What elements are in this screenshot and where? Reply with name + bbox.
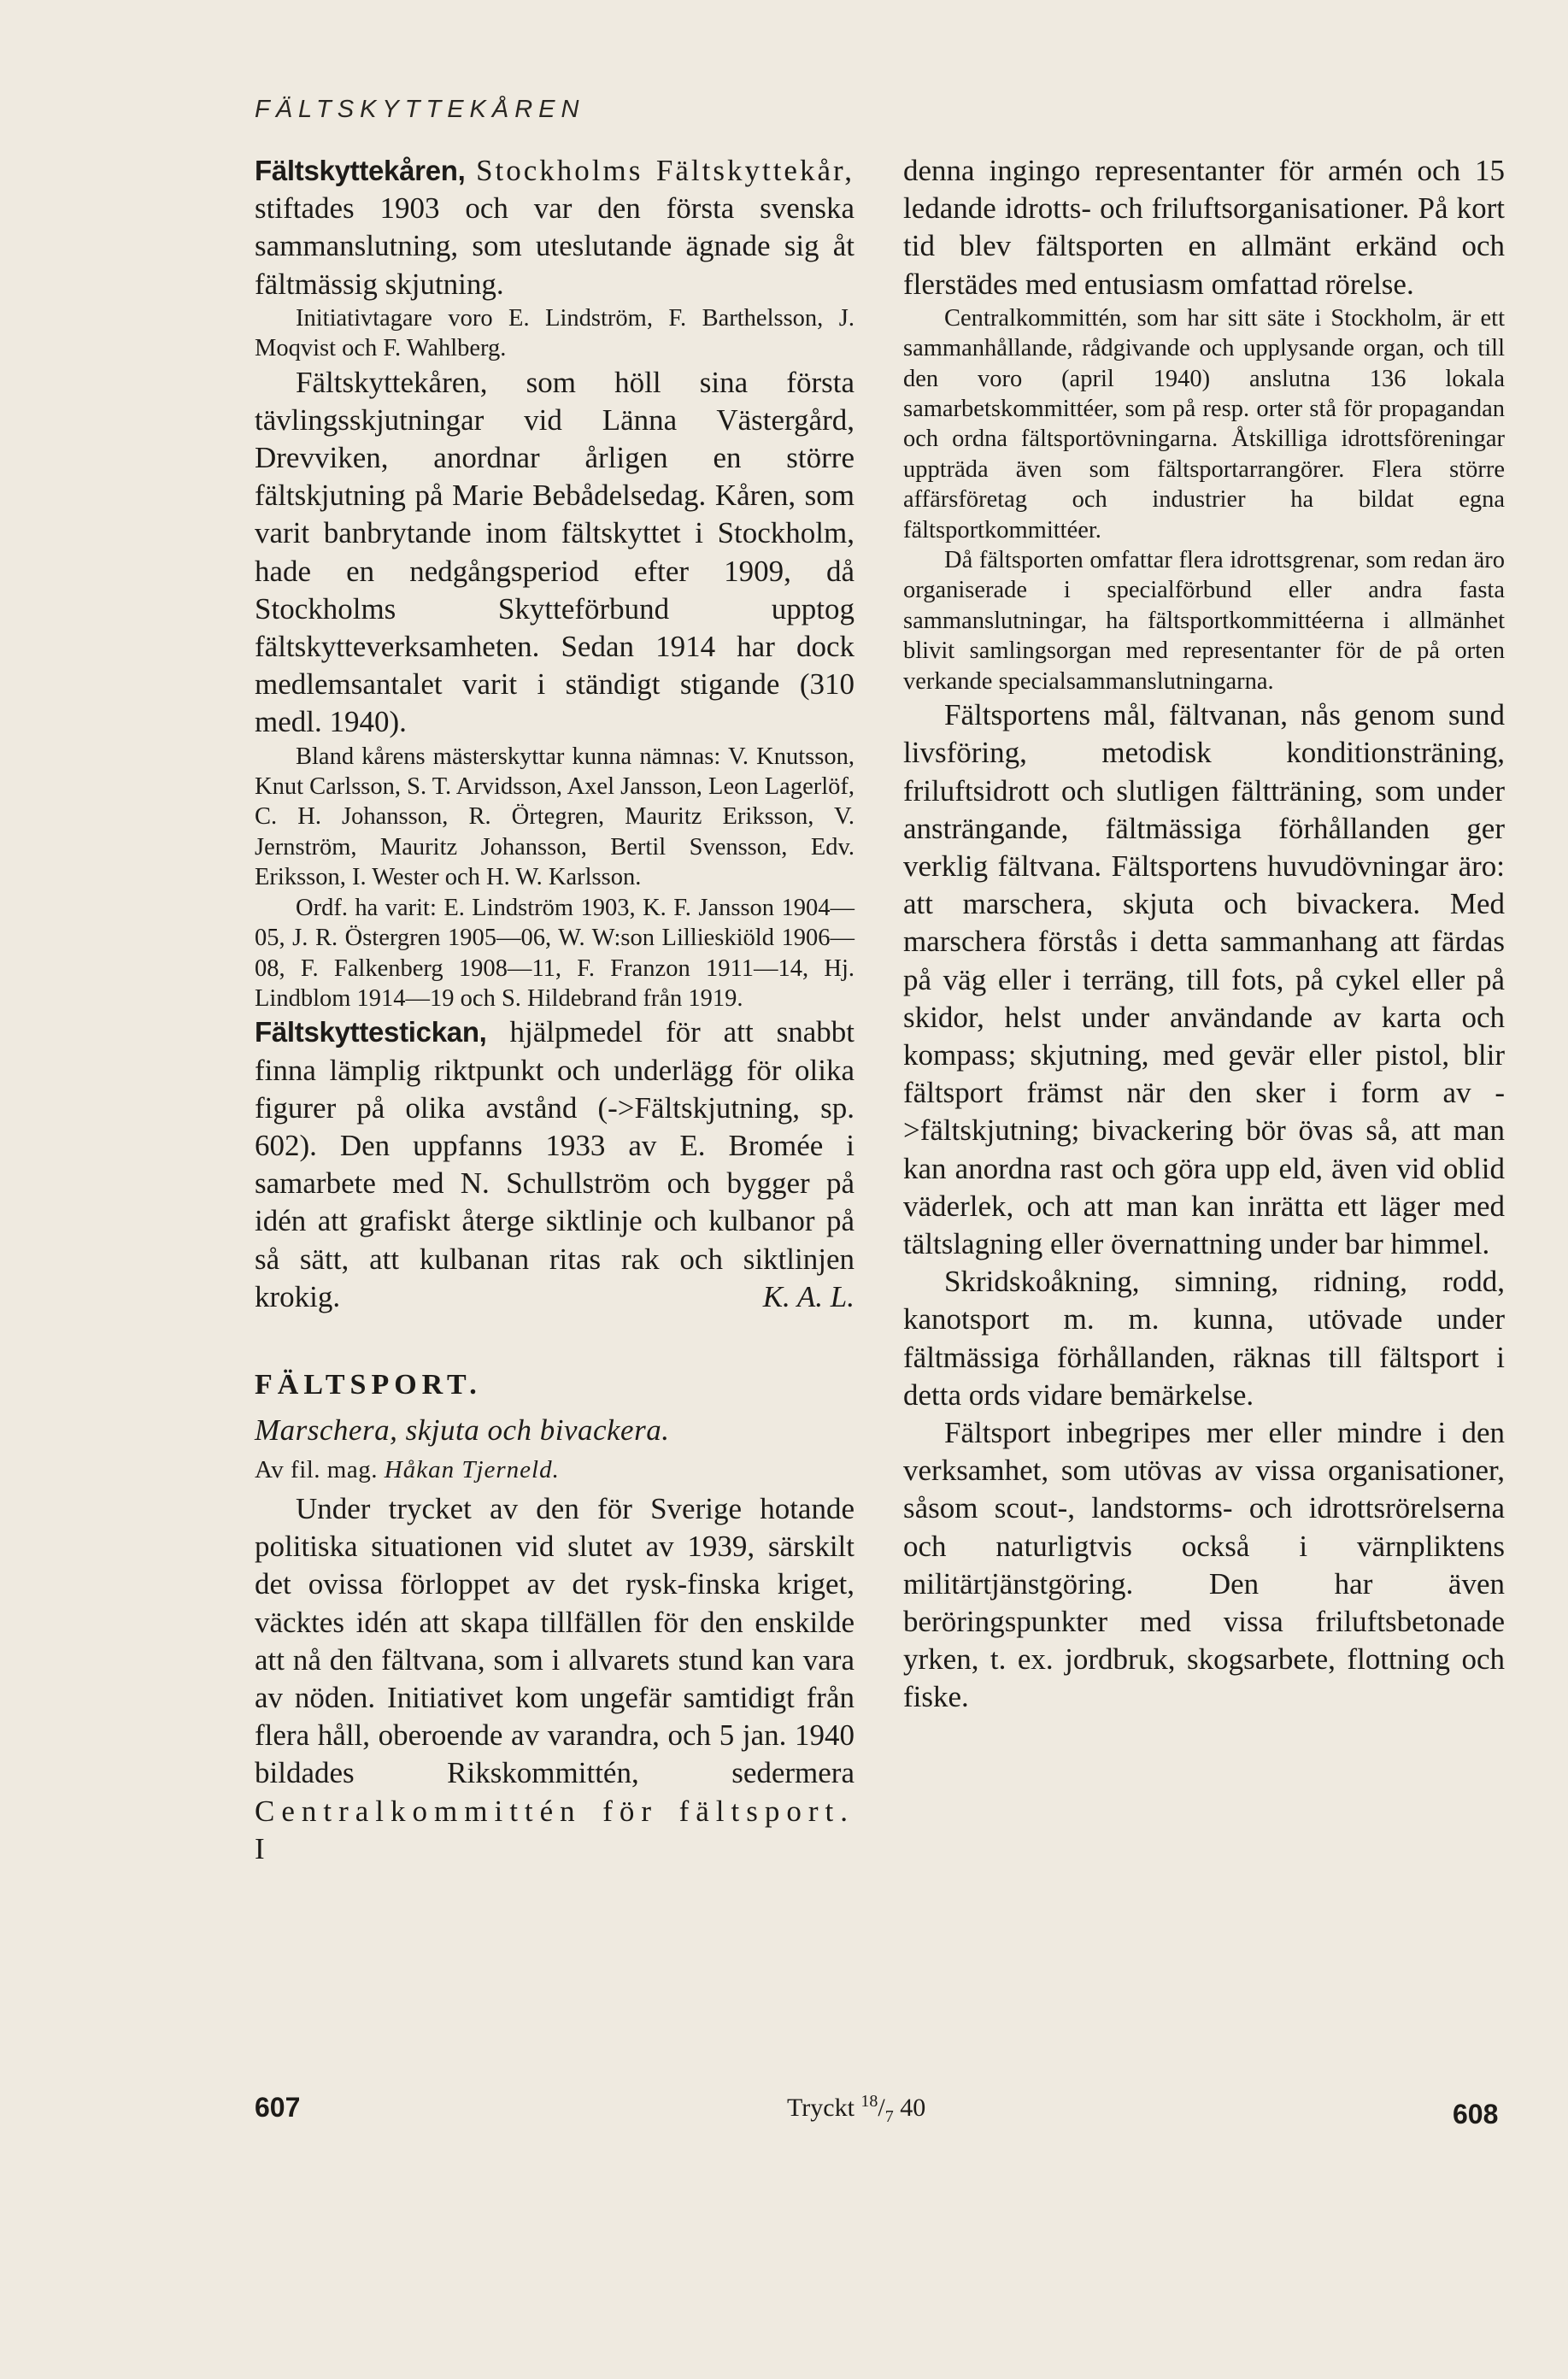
paragraph-specialforbund: Då fältsporten omfattar flera idrottsgrenar, som redan äro organiserade i specialförbund eller andra fasta sammanslutningar, ha fältsportkommittéerna i allmänhet blivit samlingsorgan med representanter för de på orten verkande specialsammanslutningarna.	[903, 547, 1505, 695]
left-column	[255, 152, 854, 1868]
right-column	[903, 152, 1505, 1717]
paragraph-mal: Fältsportens mål, fältvanan, nås genom sund livsföring, metodisk konditionsträning, friluftsidrott och slutligen fältträning, som under ansträngande, fältmässiga förhållanden ger verklig fältvana. Fältsportens huvudövningar äro: att marschera, skjuta och bivackera. Med marschera förstås i detta sammanhang att färdas på väg eller i terräng, till fots, på cykel eller på skidor, helst under användande av karta och kompass; skjutning, med gevär eller pistol, blir fältsport främst när den sker i form av ->fältskjutning; bivackering bör övas så, att man kan anordna rast och göra upp eld, även vid oblid väderlek, och att man kan inrätta ett läger med tältslagning eller övernattning under bar himmel.	[903, 698, 1505, 1260]
paragraph-organisationer: Fältsport inbegripes mer eller mindre i den verksamhet, som utövas av vissa organisationer, såsom scout-, landstorms- och idrottsrörelserna och naturligtvis också i värnpliktens militärtjänstgöring. Den har även beröringspunkter med vissa friluftsbetonade yrken, t. ex. jordbruk, skogsarbete, flottning och fiske.	[903, 1415, 1505, 1714]
paragraph-chairmen: Ordf. ha varit: E. Lindström 1903, K. F. Jansson 1904—05, J. R. Östergren 1905—06, W. W:son Lillieskiöld 1906—08, F. Falkenberg 1908—11, F. Franzon 1911—14, Hj. Lindblom 1914—19 och S. Hildebrand från 1919.	[255, 894, 854, 1012]
spaced-name: Centralkommittén för fältsport.	[255, 1794, 854, 1828]
paragraph-faltsport-intro	[255, 1490, 854, 1868]
author-prefix: Av fil. mag.	[255, 1455, 378, 1483]
entry-faltskyttekaren	[255, 152, 854, 303]
print-year: 40	[900, 2094, 926, 2122]
paragraph-champions: Bland kårens mästerskyttar kunna nämnas: V. Knutsson, Knut Carlsson, S. T. Arvidsson, Axel Jansson, Leon Lagerlöf, C. H. Johansson, R. Örtegren, Mauritz Eriksson, V. Jernström, Mauritz Johansson, Bertil Svensson, Edv. Eriksson, I. Wester och H. W. Karlsson.	[255, 743, 854, 891]
paragraph-text-end: I	[255, 1831, 265, 1865]
entry-text: stiftades 1903 och var den första svenska sammanslutning, som uteslutande ägnade sig åt fältmässig skjutning.	[255, 191, 854, 301]
paragraph-continuation: denna ingingo representanter för armén och 15 ledande idrotts- och friluftsorganisationer. På kort tid blev fältsporten en allmänt erkänd och flerstädes med entusiasm omfattad rörelse.	[903, 154, 1505, 301]
paragraph-skridsko: Skridskoåkning, simning, ridning, rodd, kanotsport m. m. kunna, utövade under fältmässiga förhållanden, räknas till fältsport i detta ords vidare bemärkelse.	[903, 1265, 1505, 1412]
print-month: 7	[884, 2107, 894, 2126]
print-date: Tryckt $^{18}/_7$ 40	[787, 2092, 926, 2126]
paragraph-initiators: Initiativtagare voro E. Lindström, F. Barthelsson, J. Moqvist och F. Wahlberg.	[255, 304, 854, 362]
print-day: 18	[860, 2092, 878, 2111]
section-title: FÄLTSPORT.	[255, 1368, 482, 1401]
spaced-name: Stockholms Fältskyttekår,	[476, 154, 855, 187]
paragraph-history: Fältskyttekåren, som höll sina första tävlingsskjutningar vid Länna Västergård, Drevviken, anordnar årligen en större fältskjutning på Marie Bebådelsedag. Kåren, som varit banbrytande inom fältskyttet i Stockholm, hade en nedgångsperiod efter 1909, då Stockholms Skytteförbund upptog fältskytteverksamheten. Sedan 1914 har dock medlemsantalet varit i ständigt stigande (310 medl. 1940).	[255, 365, 854, 739]
page-number-right: 608	[1453, 2099, 1499, 2129]
page-number-left: 607	[255, 2092, 301, 2123]
print-label: Tryckt	[787, 2094, 854, 2122]
headword: Fältskyttestickan,	[255, 1016, 487, 1049]
entry-text: hjälpmedel för att snabbt finna lämplig riktpunkt och underlägg för olika figurer på olika avstånd (->Fältskjutning, sp. 602). Den uppfanns 1933 av E. Bromée i samarbete med N. Schullström och bygger på idén att grafiskt återge siktlinje och kulbanor på så sätt, att kulbanan ritas rak och siktlinjen krokig.	[255, 1015, 854, 1313]
paragraph-text: Under trycket av den för Sverige hotande politiska situationen vid slutet av 1939, särskilt det ovissa förloppet av det rysk-finska kriget, väcktes idén att skapa tillfällen för den enskilde att nå den fältvana, som i allvarets stund kan vara av nöden. Initiativet kom ungefär samtidigt från flera håll, oberoende av varandra, och 5 jan. 1940 bildades Rikskommittén, sedermera	[255, 1491, 854, 1790]
section-author	[255, 1449, 854, 1490]
running-head: FÄLTSKYTTEKÅREN	[255, 96, 585, 123]
section-subtitle: Marschera, skjuta och bivackera.	[255, 1413, 670, 1447]
paragraph-centralkommitten: Centralkommittén, som har sitt säte i Stockholm, är ett sammanhållande, rådgivande och upplysande organ, och till den voro (april 1940) anslutna 136 lokala samarbetskommittéer, som på resp. orter stå för propagandan och ordna fältsportövningarna. Åtskilliga idrottsföreningar uppträda även som fältsportarrangörer. Flera större affärsföretag och industrier ha bildat egna fältsportkommittéer.	[903, 304, 1505, 543]
signature: K. A. L.	[762, 1279, 854, 1313]
headword: Fältskyttekåren,	[255, 155, 466, 186]
author-name: Håkan Tjerneld.	[384, 1455, 560, 1483]
entry-faltskyttestickan	[255, 1013, 854, 1316]
